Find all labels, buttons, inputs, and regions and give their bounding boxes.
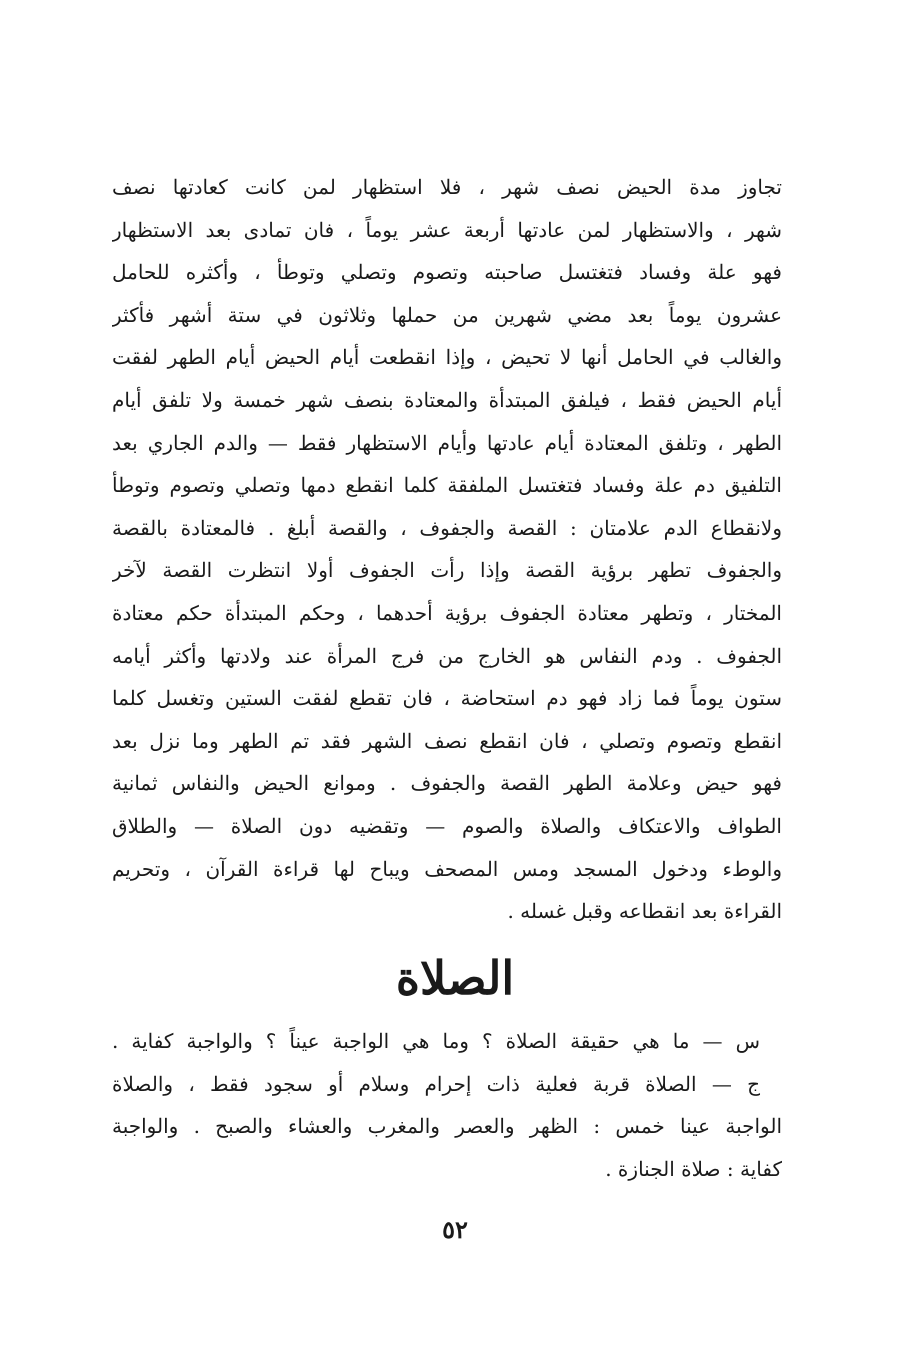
text-line: انقطع وتصوم وتصلي ، فان انقطع نصف الشهر فقد تم الطهر وما نزل بعد — [112, 728, 782, 753]
answer-line: ج — الصلاة قربة فعلية ذات إحرام وسلام أو سجود فقط ، والصلاة — [112, 1071, 760, 1096]
text-line: القراءة بعد انقطاعه وقبل غسله . — [507, 899, 782, 924]
text-line: ولانقطاع الدم علامتان : القصة والجفوف ، والقصة أبلغ . فالمعتادة بالقصة — [112, 515, 782, 540]
text-line: فهو علة وفساد فتغتسل صاحبته وتصوم وتصلي وتوطأ ، وأكثره للحامل — [112, 260, 782, 285]
text-line: المختار ، وتطهر معتادة الجفوف برؤية أحدهما ، وحكم المبتدأة حكم معتادة — [112, 600, 782, 625]
text-line: الطهر ، وتلفق المعتادة أيام عادتها وأيام الاستظهار فقط — والدم الجاري بعد — [112, 430, 782, 455]
answer-line: الواجبة عينا خمس : الظهر والعصر والمغرب والعشاء والصبح . والواجبة — [112, 1114, 782, 1139]
text-line: عشرون يوماً بعد مضي شهرين من حملها وثلاثون في ستة أشهر فأكثر — [112, 302, 782, 327]
page-number: ٥٢ — [442, 1215, 468, 1244]
text-line: تجاوز مدة الحيض نصف شهر ، فلا استظهار لمن كانت كعادتها نصف — [112, 175, 782, 199]
text-line: ستون يوماً فما زاد فهو دم استحاضة ، فان تقطع لفقت الستين وتغسل كلما — [112, 686, 782, 711]
text-line: فهو حيض وعلامة الطهر القصة والجفوف . وموانع الحيض والنفاس ثمانية — [112, 771, 782, 796]
section-heading: الصلاة — [395, 951, 515, 1005]
text-line: والغالب في الحامل أنها لا تحيض ، وإذا انقطعت أيام الحيض أيام الطهر لفقت — [112, 345, 782, 370]
text-line: شهر ، والاستظهار لمن عادتها أربعة عشر يوماً ، فان تمادى بعد الاستظهار — [112, 217, 782, 242]
answer-line: كفاية : صلاة الجنازة . — [605, 1156, 782, 1181]
text-line: التلفيق دم علة وفساد فتغتسل الملفقة كلما انقطع دمها وتصلي وتصوم وتوطأ — [112, 473, 782, 498]
text-line: والوطء ودخول المسجد ومس المصحف ويباح لها قراءة القرآن ، وتحريم — [112, 856, 782, 881]
body-paragraph — [112, 166, 782, 933]
text-line: الطواف والاعتكاف والصلاة والصوم — وتقضيه دون الصلاة — والطلاق — [112, 813, 782, 838]
question-answer-block — [112, 1020, 782, 1190]
text-line: أيام الحيض فقط ، فيلفق المبتدأة والمعتادة بنصف شهر خمسة ولا تلفق أيام — [112, 387, 782, 412]
text-line: والجفوف تطهر برؤية القصة وإذا رأت الجفوف أولا انتظرت القصة لآخر — [112, 558, 782, 583]
question-line: س — ما هي حقيقة الصلاة ؟ وما هي الواجبة عيناً ؟ والواجبة كفاية . — [112, 1029, 760, 1053]
text-line: الجفوف . ودم النفاس هو الخارج من فرج المرأة عند ولادتها وأكثر أيامه — [112, 643, 782, 668]
